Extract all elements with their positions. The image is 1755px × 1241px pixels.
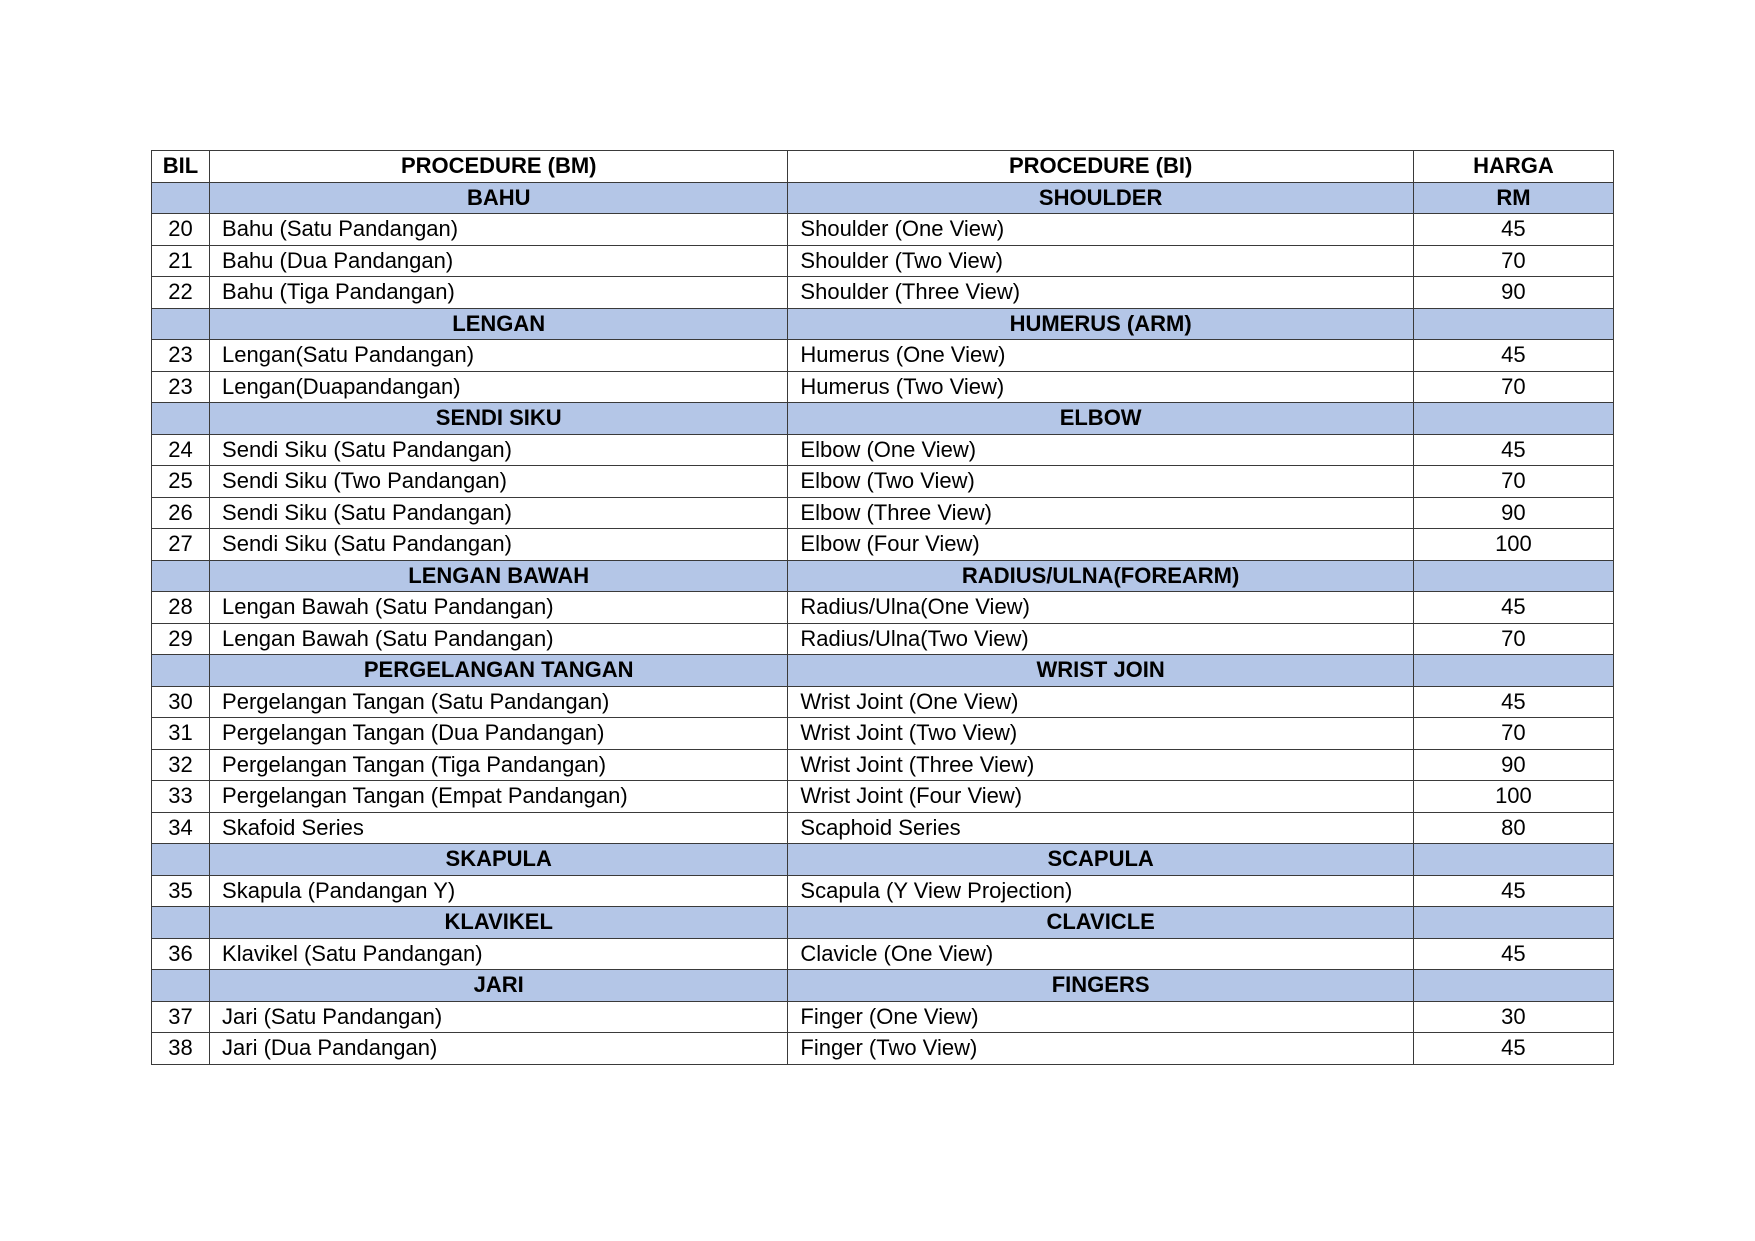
table-row — [152, 245, 1614, 277]
section-row — [152, 182, 1614, 214]
bil-cell: 35 — [152, 875, 210, 907]
price-cell: 70 — [1413, 371, 1613, 403]
section-title-bi: HUMERUS (ARM) — [788, 308, 1413, 340]
procedure-bi-cell: Elbow (Four View) — [788, 529, 1413, 561]
procedure-bm-cell: Jari (Dua Pandangan) — [210, 1033, 788, 1065]
procedure-bm-cell: Sendi Siku (Two Pandangan) — [210, 466, 788, 498]
procedure-bm-cell: Jari (Satu Pandangan) — [210, 1001, 788, 1033]
procedure-bm-cell: Skafoid Series — [210, 812, 788, 844]
procedure-bi-cell: Finger (One View) — [788, 1001, 1413, 1033]
section-currency-cell — [1413, 403, 1613, 435]
section-row — [152, 655, 1614, 687]
bil-cell: 25 — [152, 466, 210, 498]
procedure-bm-cell: Skapula (Pandangan Y) — [210, 875, 788, 907]
table-row — [152, 529, 1614, 561]
bil-cell: 27 — [152, 529, 210, 561]
table-row — [152, 938, 1614, 970]
table-row — [152, 875, 1614, 907]
procedure-bi-cell: Scaphoid Series — [788, 812, 1413, 844]
bil-cell: 24 — [152, 434, 210, 466]
price-cell: 70 — [1413, 466, 1613, 498]
section-currency-cell — [1413, 560, 1613, 592]
section-row — [152, 844, 1614, 876]
section-row — [152, 308, 1614, 340]
bil-cell: 23 — [152, 371, 210, 403]
procedure-bi-cell: Wrist Joint (One View) — [788, 686, 1413, 718]
table-row — [152, 812, 1614, 844]
header-bil: BIL — [152, 151, 210, 183]
price-cell: 45 — [1413, 214, 1613, 246]
section-row — [152, 560, 1614, 592]
price-cell: 45 — [1413, 592, 1613, 624]
table-row — [152, 749, 1614, 781]
procedure-bm-cell: Sendi Siku (Satu Pandangan) — [210, 529, 788, 561]
price-cell: 45 — [1413, 686, 1613, 718]
bil-cell: 21 — [152, 245, 210, 277]
procedure-bm-cell: Klavikel (Satu Pandangan) — [210, 938, 788, 970]
table-header-row — [152, 151, 1614, 183]
section-currency-cell: RM — [1413, 182, 1613, 214]
procedure-bm-cell: Pergelangan Tangan (Satu Pandangan) — [210, 686, 788, 718]
table-body — [152, 182, 1614, 1064]
price-cell: 45 — [1413, 340, 1613, 372]
price-cell: 70 — [1413, 245, 1613, 277]
procedure-bi-cell: Humerus (One View) — [788, 340, 1413, 372]
bil-cell: 37 — [152, 1001, 210, 1033]
bil-cell: 34 — [152, 812, 210, 844]
header-harga: HARGA — [1413, 151, 1613, 183]
procedure-bm-cell: Lengan(Duapandangan) — [210, 371, 788, 403]
procedure-bm-cell: Sendi Siku (Satu Pandangan) — [210, 434, 788, 466]
procedure-bi-cell: Shoulder (One View) — [788, 214, 1413, 246]
table-row — [152, 1001, 1614, 1033]
procedure-bi-cell: Clavicle (One View) — [788, 938, 1413, 970]
table-row — [152, 497, 1614, 529]
procedure-bm-cell: Pergelangan Tangan (Dua Pandangan) — [210, 718, 788, 750]
section-currency-cell — [1413, 907, 1613, 939]
section-title-bm: SKAPULA — [210, 844, 788, 876]
bil-cell: 29 — [152, 623, 210, 655]
section-bil-cell — [152, 655, 210, 687]
section-row — [152, 403, 1614, 435]
section-title-bi: WRIST JOIN — [788, 655, 1413, 687]
bil-cell: 33 — [152, 781, 210, 813]
procedure-bm-cell: Pergelangan Tangan (Empat Pandangan) — [210, 781, 788, 813]
table-row — [152, 277, 1614, 309]
section-title-bi: RADIUS/ULNA(FOREARM) — [788, 560, 1413, 592]
price-cell: 70 — [1413, 623, 1613, 655]
procedure-bi-cell: Radius/Ulna(Two View) — [788, 623, 1413, 655]
price-cell: 100 — [1413, 781, 1613, 813]
section-title-bm: LENGAN BAWAH — [210, 560, 788, 592]
section-title-bi: ELBOW — [788, 403, 1413, 435]
section-bil-cell — [152, 844, 210, 876]
bil-cell: 31 — [152, 718, 210, 750]
procedure-bm-cell: Lengan Bawah (Satu Pandangan) — [210, 592, 788, 624]
section-title-bi: SHOULDER — [788, 182, 1413, 214]
section-bil-cell — [152, 560, 210, 592]
section-row — [152, 970, 1614, 1002]
procedure-bm-cell: Lengan Bawah (Satu Pandangan) — [210, 623, 788, 655]
section-title-bm: JARI — [210, 970, 788, 1002]
section-currency-cell — [1413, 844, 1613, 876]
table-row — [152, 434, 1614, 466]
procedure-bi-cell: Humerus (Two View) — [788, 371, 1413, 403]
price-cell: 70 — [1413, 718, 1613, 750]
bil-cell: 20 — [152, 214, 210, 246]
procedure-bi-cell: Elbow (Three View) — [788, 497, 1413, 529]
procedure-bm-cell: Bahu (Dua Pandangan) — [210, 245, 788, 277]
section-currency-cell — [1413, 655, 1613, 687]
procedure-bi-cell: Wrist Joint (Three View) — [788, 749, 1413, 781]
procedure-bi-cell: Shoulder (Three View) — [788, 277, 1413, 309]
price-cell: 80 — [1413, 812, 1613, 844]
price-cell: 45 — [1413, 938, 1613, 970]
procedure-bm-cell: Bahu (Satu Pandangan) — [210, 214, 788, 246]
section-bil-cell — [152, 970, 210, 1002]
section-title-bi: CLAVICLE — [788, 907, 1413, 939]
bil-cell: 22 — [152, 277, 210, 309]
section-title-bm: PERGELANGAN TANGAN — [210, 655, 788, 687]
bil-cell: 32 — [152, 749, 210, 781]
table-row — [152, 340, 1614, 372]
price-cell: 90 — [1413, 497, 1613, 529]
procedure-bi-cell: Finger (Two View) — [788, 1033, 1413, 1065]
price-cell: 90 — [1413, 749, 1613, 781]
bil-cell: 30 — [152, 686, 210, 718]
section-title-bm: LENGAN — [210, 308, 788, 340]
header-procedure-bi: PROCEDURE (BI) — [788, 151, 1413, 183]
table-row — [152, 214, 1614, 246]
procedure-bi-cell: Elbow (Two View) — [788, 466, 1413, 498]
section-title-bi: FINGERS — [788, 970, 1413, 1002]
section-currency-cell — [1413, 970, 1613, 1002]
procedure-bi-cell: Radius/Ulna(One View) — [788, 592, 1413, 624]
table-row — [152, 592, 1614, 624]
table-row — [152, 718, 1614, 750]
procedure-bi-cell: Wrist Joint (Two View) — [788, 718, 1413, 750]
table-row — [152, 1033, 1614, 1065]
procedure-bm-cell: Pergelangan Tangan (Tiga Pandangan) — [210, 749, 788, 781]
section-currency-cell — [1413, 308, 1613, 340]
bil-cell: 26 — [152, 497, 210, 529]
price-cell: 100 — [1413, 529, 1613, 561]
procedure-bi-cell: Scapula (Y View Projection) — [788, 875, 1413, 907]
section-bil-cell — [152, 182, 210, 214]
section-title-bm: KLAVIKEL — [210, 907, 788, 939]
section-row — [152, 907, 1614, 939]
bil-cell: 23 — [152, 340, 210, 372]
section-bil-cell — [152, 308, 210, 340]
price-cell: 30 — [1413, 1001, 1613, 1033]
procedure-bm-cell: Lengan(Satu Pandangan) — [210, 340, 788, 372]
procedure-bm-cell: Bahu (Tiga Pandangan) — [210, 277, 788, 309]
procedure-bi-cell: Elbow (One View) — [788, 434, 1413, 466]
price-cell: 90 — [1413, 277, 1613, 309]
price-cell: 45 — [1413, 1033, 1613, 1065]
section-title-bm: SENDI SIKU — [210, 403, 788, 435]
bil-cell: 28 — [152, 592, 210, 624]
price-cell: 45 — [1413, 434, 1613, 466]
header-procedure-bm: PROCEDURE (BM) — [210, 151, 788, 183]
table-row — [152, 466, 1614, 498]
procedure-bm-cell: Sendi Siku (Satu Pandangan) — [210, 497, 788, 529]
table-row — [152, 686, 1614, 718]
table-row — [152, 623, 1614, 655]
procedure-bi-cell: Wrist Joint (Four View) — [788, 781, 1413, 813]
price-table — [151, 150, 1614, 1065]
procedure-bi-cell: Shoulder (Two View) — [788, 245, 1413, 277]
section-title-bm: BAHU — [210, 182, 788, 214]
bil-cell: 38 — [152, 1033, 210, 1065]
table-row — [152, 371, 1614, 403]
table-row — [152, 781, 1614, 813]
section-bil-cell — [152, 907, 210, 939]
bil-cell: 36 — [152, 938, 210, 970]
price-cell: 45 — [1413, 875, 1613, 907]
section-bil-cell — [152, 403, 210, 435]
section-title-bi: SCAPULA — [788, 844, 1413, 876]
